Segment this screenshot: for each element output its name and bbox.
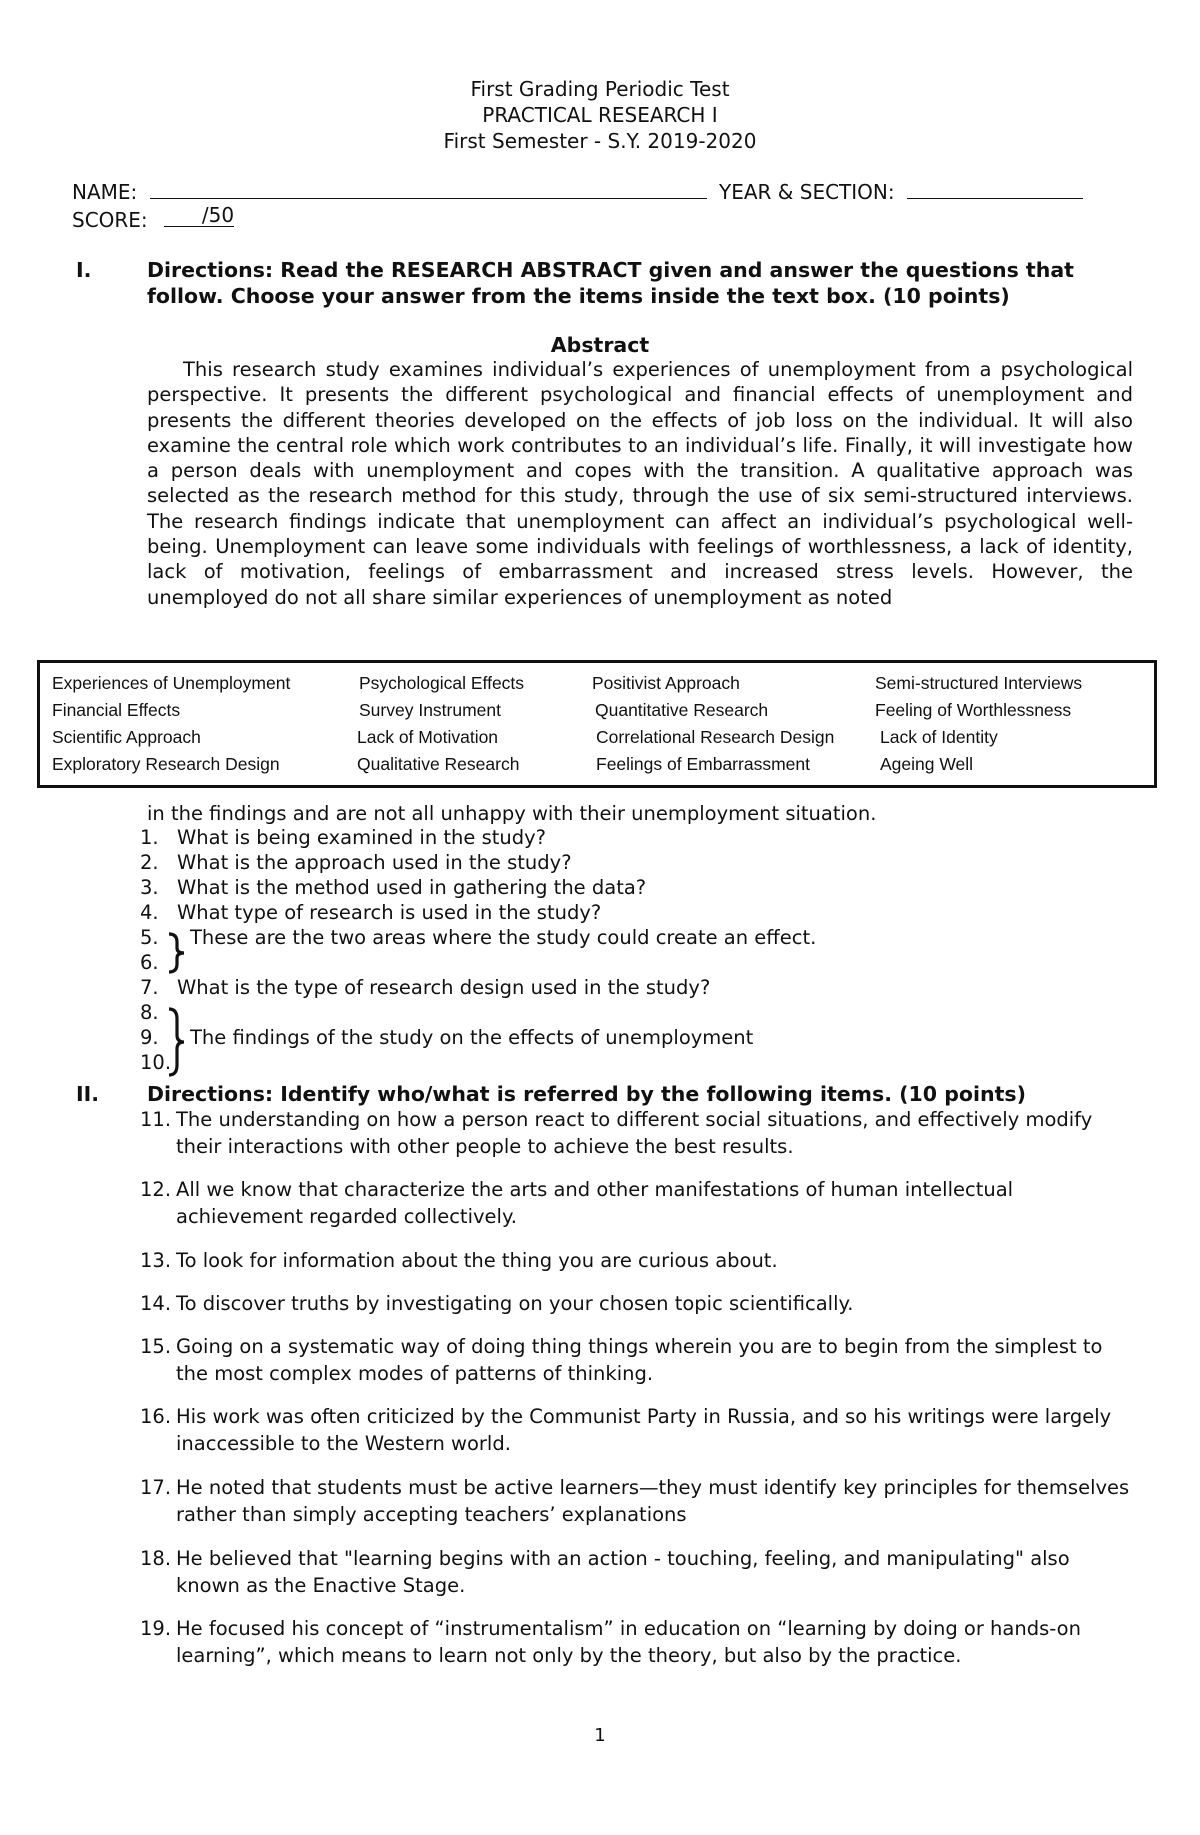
question-number: 9. xyxy=(140,1026,159,1049)
test-header xyxy=(0,76,1200,154)
year-section-blank[interactable] xyxy=(907,178,1083,199)
choice-item: Exploratory Research Design xyxy=(52,754,280,774)
subject-title: PRACTICAL RESEARCH I xyxy=(482,103,718,127)
abstract-continued: in the findings and are not all unhappy with their unemployment situation. xyxy=(147,802,877,825)
item-text: His work was often criticized by the Communist Party in Russia, and so his writings were largely inaccessible to the Western world. xyxy=(176,1405,1112,1455)
item-number: 18. xyxy=(140,1547,172,1570)
choice-item: Financial Effects xyxy=(52,700,181,720)
brace-icon xyxy=(165,1005,187,1079)
item-text: He noted that students must be active learners—they must identify key principles for themselves rather than simply accepting teachers’ explanations xyxy=(176,1476,1130,1526)
item-text: To look for information about the thing you are curious about. xyxy=(176,1249,778,1272)
choice-item: Ageing Well xyxy=(880,754,974,774)
item-text: All we know that characterize the arts and other manifestations of human intellectual achievement regarded collectively. xyxy=(176,1178,1014,1228)
item-text: He focused his concept of “instrumentalism” in education on “learning by doing or hands-on learning”, which means to learn not only by the theory, but also by the practice. xyxy=(176,1617,1081,1667)
question-number: 1. xyxy=(140,826,159,849)
abstract-title: Abstract xyxy=(550,333,650,357)
question-text: What type of research is used in the study? xyxy=(177,901,602,924)
choice-item: Correlational Research Design xyxy=(596,727,835,747)
score-total: /50 xyxy=(201,203,235,227)
name-label: NAME: xyxy=(72,180,138,204)
part1-numeral: I. xyxy=(76,258,92,282)
question-text: The findings of the study on the effects of unemployment xyxy=(190,1026,754,1049)
item-number: 12. xyxy=(140,1178,172,1201)
part1-directions xyxy=(72,257,1152,309)
question-text: What is the type of research design used in the study? xyxy=(177,976,711,999)
item-text: The understanding on how a person react to different social situations, and effectively modify their interactions with other people to achieve the best results. xyxy=(176,1108,1093,1158)
item-number: 14. xyxy=(140,1292,172,1315)
abstract-text: This research study examines individual’s experiences of unemployment from a psychological perspective. It presents the different psychological and financial effects of unemployment and presents the different theories developed on the effects of job loss on the individual. It will also examine the central role which work contributes to an individual’s life. Finally, it will investigate how a person deals with unemployment and copes with the transition. A qualitative approach was selected as the research method for this study, through the use of six semi-structured interviews. The research findings indicate that unemployment can affect an individual’s psychological well-being. Unemployment can leave some individuals with feelings of worthlessness, a lack of identity, lack of motivation, feelings of embarrassment and increased stress levels. However, the unemployed do not all share similar experiences of unemployment as noted xyxy=(147,358,1133,609)
score-label: SCORE: xyxy=(72,208,148,232)
choice-item: Feeling of Worthlessness xyxy=(875,700,1072,720)
item-number: 16. xyxy=(140,1405,172,1428)
choice-item: Lack of Motivation xyxy=(357,727,499,747)
item-number: 15. xyxy=(140,1335,172,1358)
question-text: What is the approach used in the study? xyxy=(177,851,572,874)
brace-icon xyxy=(165,930,187,976)
question-number: 10. xyxy=(140,1051,172,1074)
question-number: 7. xyxy=(140,976,159,999)
item-number: 17. xyxy=(140,1476,172,1499)
question-text: What is being examined in the study? xyxy=(177,826,547,849)
student-info xyxy=(72,178,1132,234)
choice-item: Quantitative Research xyxy=(595,700,769,720)
question-number: 5. xyxy=(140,926,159,949)
question-number: 4. xyxy=(140,901,159,924)
part2-directions-text: Directions: Identify who/what is referred by the following items. (10 points) xyxy=(147,1082,1026,1106)
item-text: Going on a systematic way of doing thing things wherein you are to begin from the simplest to the most complex modes of patterns of thinking. xyxy=(176,1335,1103,1385)
choice-item: Scientific Approach xyxy=(52,727,201,747)
score-blank[interactable] xyxy=(164,203,235,227)
page-number: 1 xyxy=(594,1725,606,1746)
choice-item: Survey Instrument xyxy=(359,700,501,720)
item-text: To discover truths by investigating on your chosen topic scientifically. xyxy=(176,1292,854,1315)
year-section-label: YEAR & SECTION: xyxy=(719,180,895,204)
choice-item: Qualitative Research xyxy=(357,754,520,774)
abstract-body xyxy=(147,357,1133,610)
question-number: 6. xyxy=(140,951,159,974)
choice-item: Positivist Approach xyxy=(592,673,740,693)
item-number: 11. xyxy=(140,1108,172,1131)
choice-item: Experiences of Unemployment xyxy=(52,673,291,693)
question-number: 2. xyxy=(140,851,159,874)
choice-item: Lack of Identity xyxy=(880,727,998,747)
item-number: 13. xyxy=(140,1249,172,1272)
name-blank[interactable] xyxy=(150,178,707,199)
part2-directions xyxy=(72,1081,1152,1107)
choice-item: Semi-structured Interviews xyxy=(875,673,1083,693)
semester-line: First Semester - S.Y. 2019-2020 xyxy=(443,129,757,153)
part2-numeral: II. xyxy=(76,1082,100,1106)
test-title: First Grading Periodic Test xyxy=(470,77,730,101)
item-number: 19. xyxy=(140,1617,172,1640)
choice-item: Psychological Effects xyxy=(359,673,525,693)
question-text: What is the method used in gathering the data? xyxy=(177,876,647,899)
part1-directions-text: Directions: Read the RESEARCH ABSTRACT given and answer the questions that follow. Choose your answer from the items inside the text box. (10 points) xyxy=(147,258,1074,308)
question-number: 3. xyxy=(140,876,159,899)
choice-item: Feelings of Embarrassment xyxy=(596,754,810,774)
question-text: These are the two areas where the study could create an effect. xyxy=(190,926,817,949)
question-number: 8. xyxy=(140,1001,159,1024)
item-text: He believed that "learning begins with an action - touching, feeling, and manipulating" also known as the Enactive Stage. xyxy=(176,1547,1070,1597)
answer-choices-box xyxy=(37,660,1157,788)
